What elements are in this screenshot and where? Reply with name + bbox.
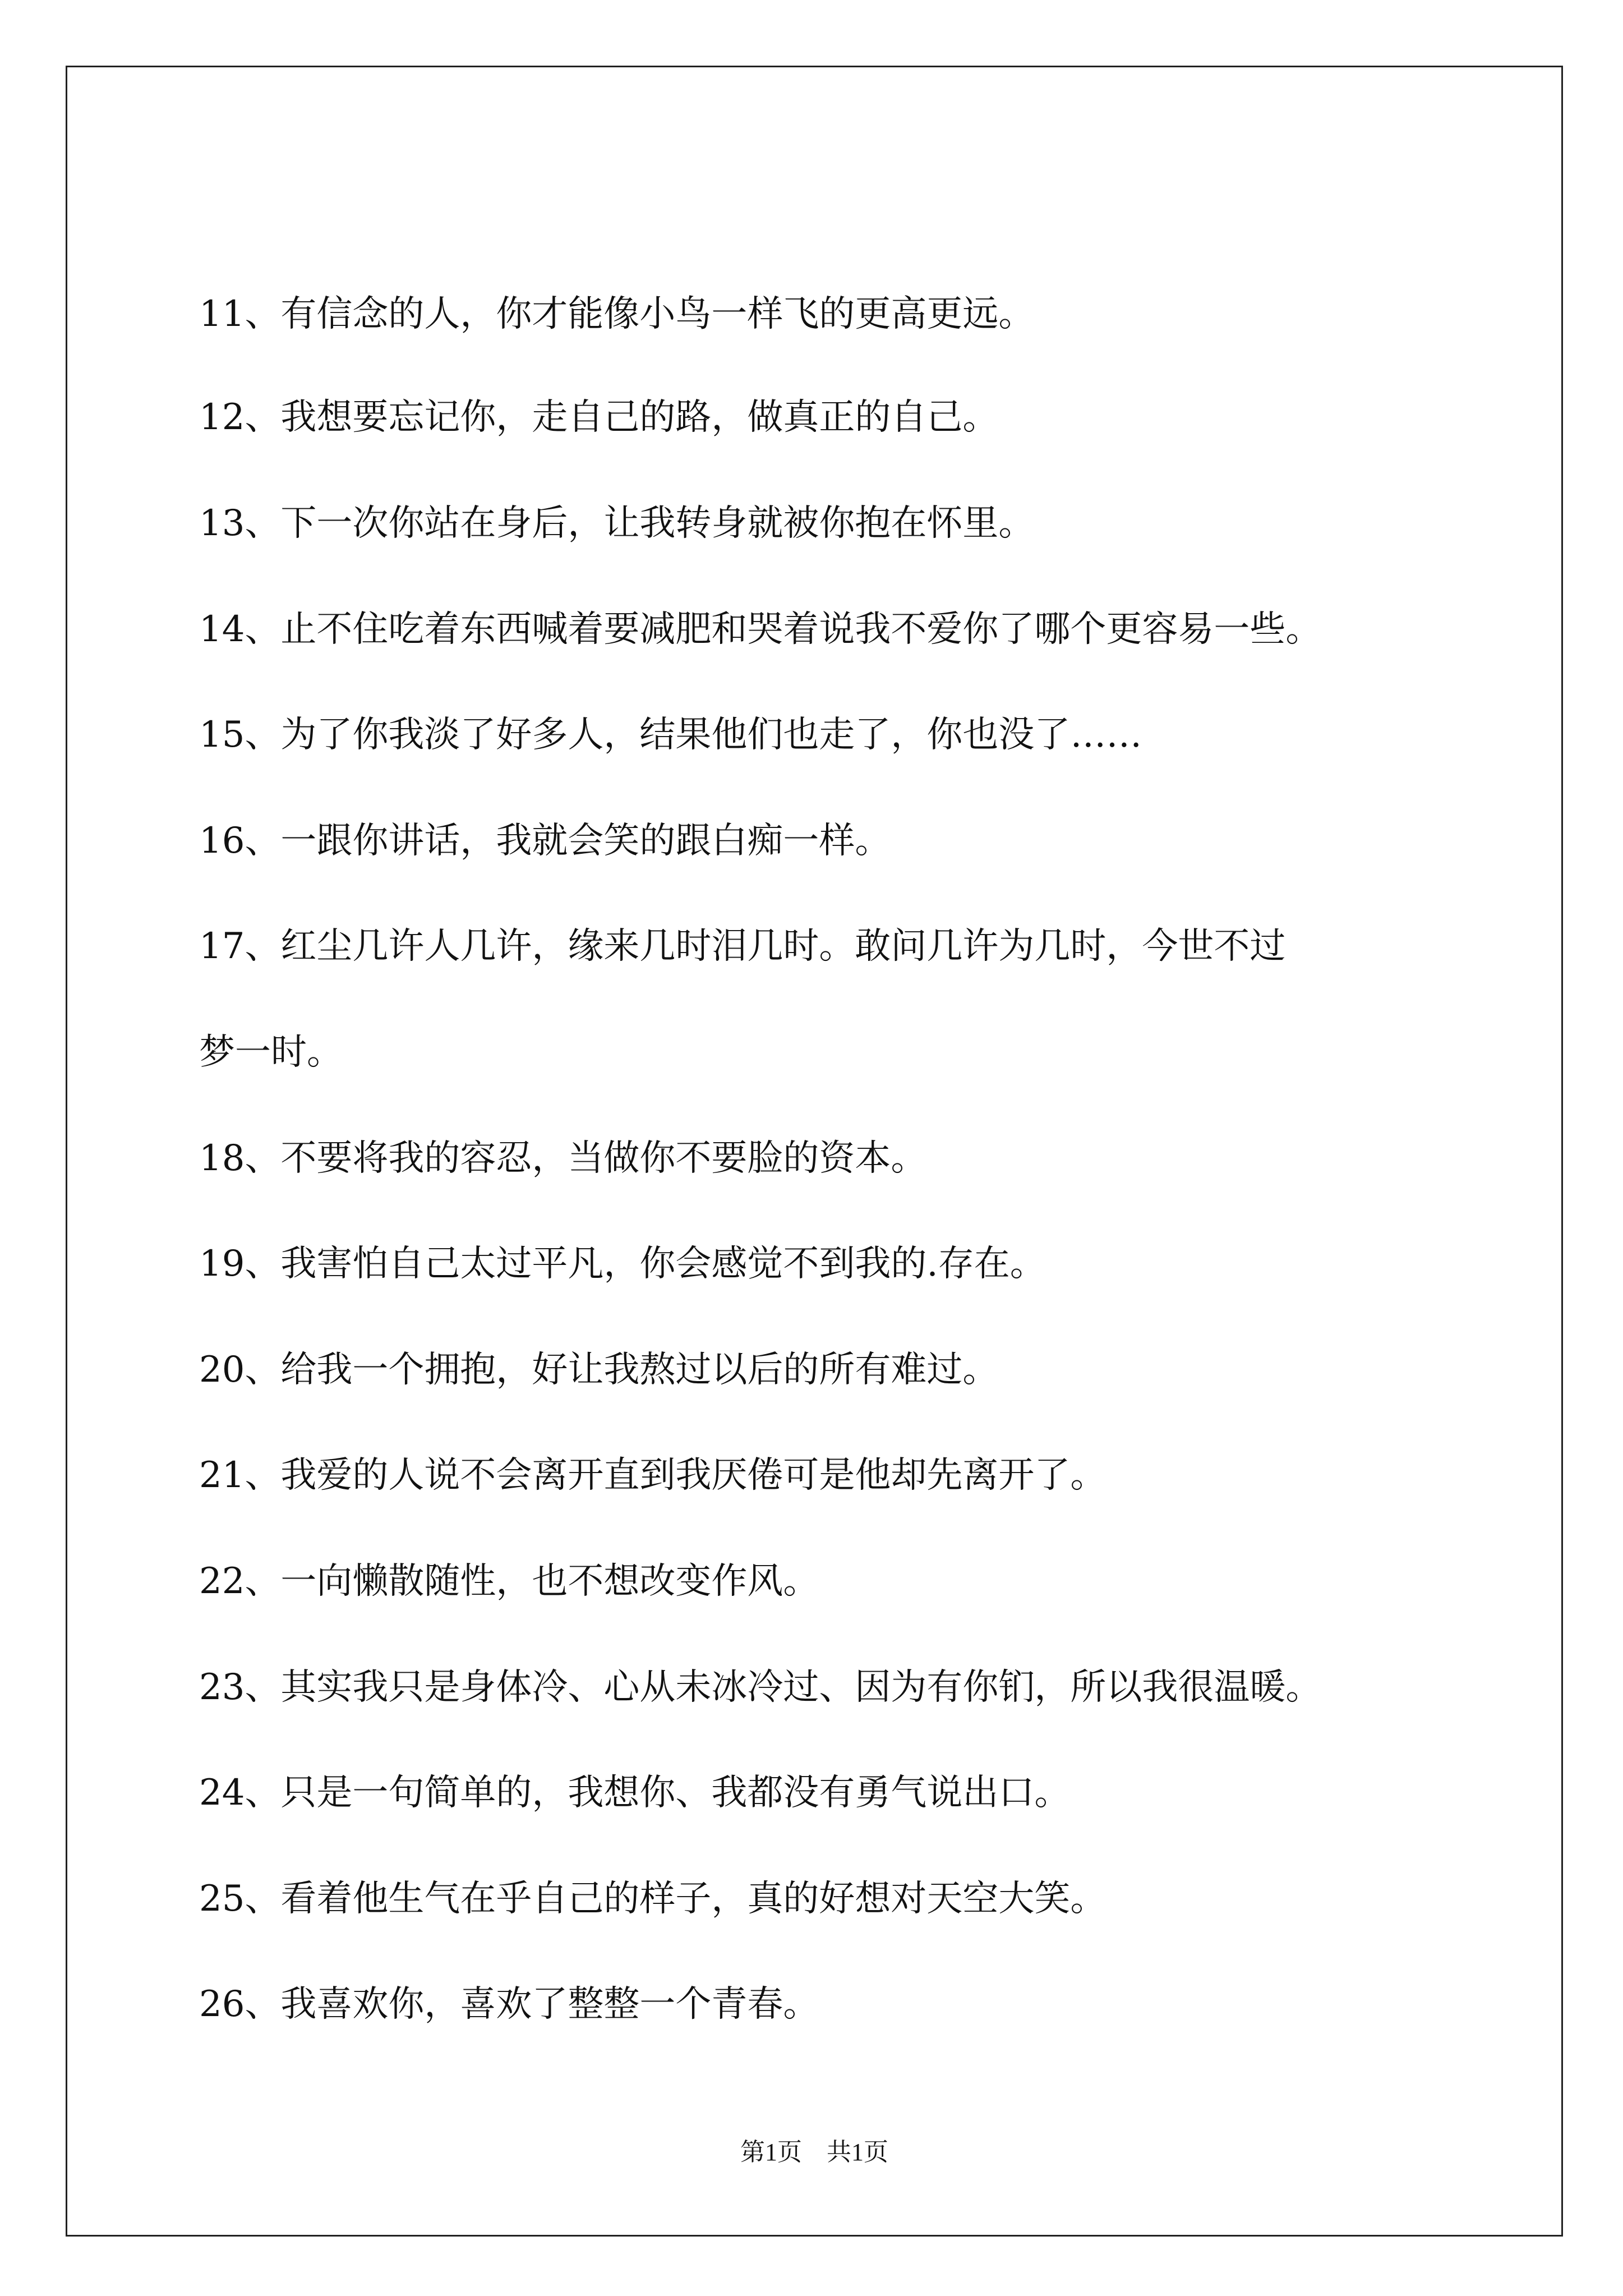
text-line: 19、我害怕自己太过平凡，你会感觉不到我的.存在。 [199, 1243, 1046, 1285]
text-line: 20、给我一个拥抱，好让我熬过以后的所有难过。 [199, 1349, 999, 1391]
text-line: 18、不要将我的容忍，当做你不要脸的资本。 [199, 1138, 927, 1179]
text-line: 梦一时。 [199, 1032, 343, 1073]
text-line: 25、看着他生气在乎自己的样子，真的好想对天空大笑。 [199, 1878, 1106, 1920]
text-line: 16、一跟你讲话，我就会笑的跟白痴一样。 [199, 820, 891, 862]
text-line: 13、下一次你站在身后，让我转身就被你抱在怀里。 [199, 503, 1035, 544]
text-line: 12、我想要忘记你，走自己的路，做真正的自己。 [199, 397, 999, 438]
text-line: 11、有信念的人，你才能像小鸟一样飞的更高更远。 [199, 293, 1035, 335]
text-line: 15、为了你我淡了好多人，结果他们也走了，你也没了…… [199, 714, 1142, 756]
text-line: 21、我爱的人说不会离开直到我厌倦可是他却先离开了。 [199, 1455, 1106, 1496]
document-page [66, 66, 1563, 2237]
text-line: 14、止不住吃着东西喊着要减肥和哭着说我不爱你了哪个更容易一些。 [199, 609, 1322, 650]
text-body [67, 67, 1561, 2235]
text-line: 23、其实我只是身体冷、心从未冰冷过、因为有你钔，所以我很温暖。 [199, 1667, 1322, 1708]
text-line: 26、我喜欢你，喜欢了整整一个青春。 [199, 1984, 819, 2025]
text-line: 17、红尘几许人几许，缘来几时泪几时。敢问几许为几时，今世不过 [199, 926, 1286, 967]
text-line: 22、一向懒散随性，也不想改变作风。 [199, 1561, 819, 1602]
page-number-footer: 第1页 共1页 [740, 2138, 888, 2166]
text-line: 24、只是一句简单的，我想你、我都没有勇气说出口。 [199, 1772, 1071, 1814]
